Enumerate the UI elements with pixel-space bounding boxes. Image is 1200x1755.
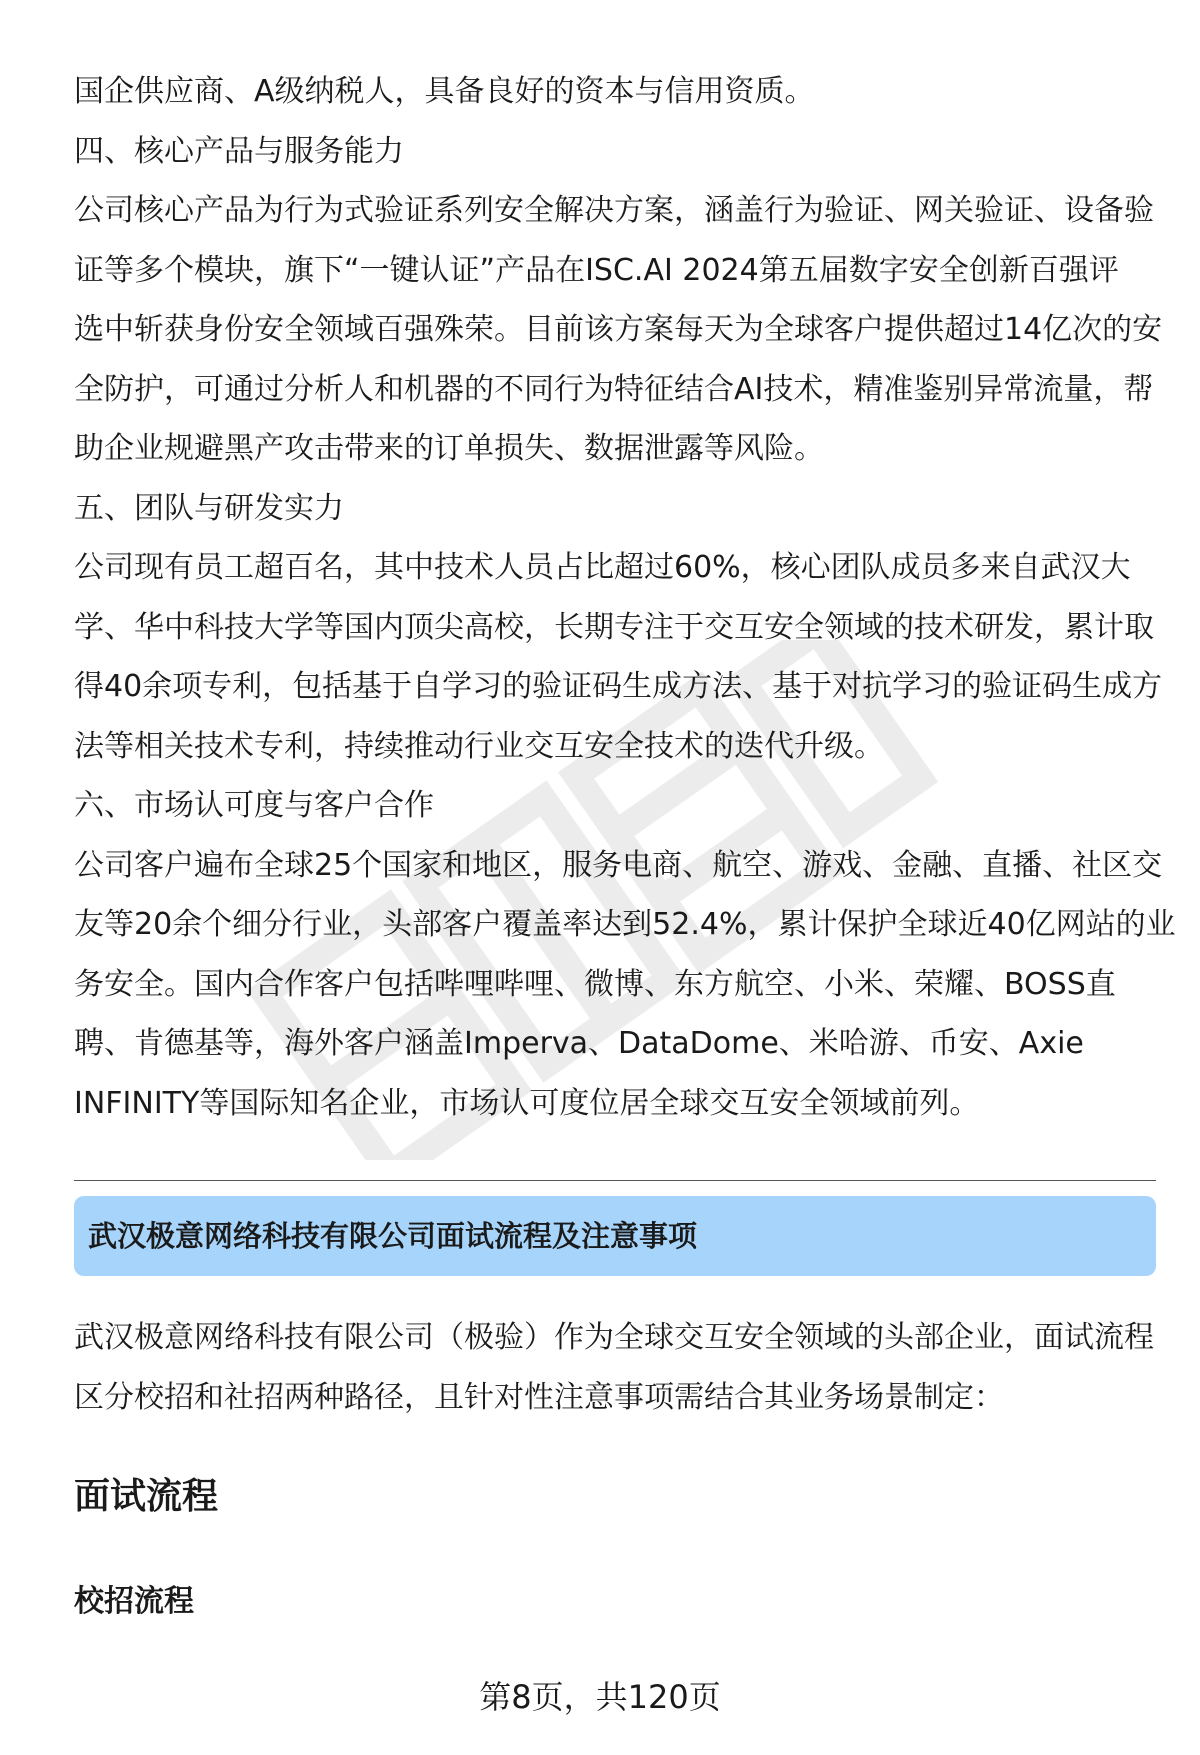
section-heading-products: 四、核心产品与服务能力 <box>74 133 404 169</box>
section-heading-market: 六、市场认可度与客户合作 <box>74 788 434 823</box>
heading-campus-process: 校招流程 <box>74 1584 194 1619</box>
page-number: 第8页，共120页 <box>479 1678 721 1716</box>
body-line: 学、华中科技大学等国内顶尖高校，长期专注于交互安全领域的技术研发，累计取 <box>74 609 1154 645</box>
banner-title: 武汉极意网络科技有限公司面试流程及注意事项 <box>88 1219 698 1253</box>
body-line: 聘、肯德基等，海外客户涵盖Imperva、DataDome、米哈游、币安、Axie <box>74 1026 1084 1061</box>
intro-line: 区分校招和社招两种路径，且针对性注意事项需结合其业务场景制定： <box>74 1379 1004 1415</box>
heading-interview-process: 面试流程 <box>74 1476 219 1517</box>
body-line: 公司核心产品为行为式验证系列安全解决方案，涵盖行为验证、网关验证、设备验 <box>74 193 1154 228</box>
body-line: 得40余项专利，包括基于自学习的验证码生成方法、基于对抗学习的验证码生成方 <box>74 669 1163 704</box>
body-line: 全防护，可通过分析人和机器的不同行为特征结合AI技术，精准鉴别异常流量，帮 <box>74 371 1154 407</box>
section-banner <box>74 1196 1156 1276</box>
body-line: 证等多个模块，旗下“一键认证”产品在ISC.AI 2024第五届数字安全创新百强评 <box>74 252 1119 288</box>
intro-text <box>74 1308 1154 1427</box>
body-line: 友等20余个细分行业，头部客户覆盖率达到52.4%，累计保护全球近40亿网站的业 <box>74 907 1176 942</box>
body-line: 助企业规避黑产攻击带来的订单损失、数据泄露等风险。 <box>74 431 824 466</box>
body-text <box>74 62 1176 1133</box>
body-line: 公司现有员工超百名，其中技术人员占比超过60%，核心团队成员多来自武汉大 <box>74 550 1131 585</box>
section-heading-team: 五、团队与研发实力 <box>74 490 344 526</box>
intro-line: 武汉极意网络科技有限公司（极验）作为全球交互安全领域的头部企业，面试流程 <box>74 1320 1154 1355</box>
horizontal-divider <box>74 1180 1156 1181</box>
body-line: 公司客户遍布全球25个国家和地区，服务电商、航空、游戏、金融、直播、社区交 <box>74 847 1163 883</box>
body-line: 选中斩获身份安全领域百强殊荣。目前该方案每天为全球客户提供超过14亿次的安 <box>74 312 1163 347</box>
body-line: 法等相关技术专利，持续推动行业交互安全技术的迭代升级。 <box>74 728 884 764</box>
body-line: INFINITY等国际知名企业，市场认可度位居全球交互安全领域前列。 <box>74 1085 980 1121</box>
body-line: 务安全。国内合作客户包括哔哩哔哩、微博、东方航空、小米、荣耀、BOSS直 <box>74 966 1116 1002</box>
body-line: 国企供应商、A级纳税人，具备良好的资本与信用资质。 <box>74 74 815 109</box>
